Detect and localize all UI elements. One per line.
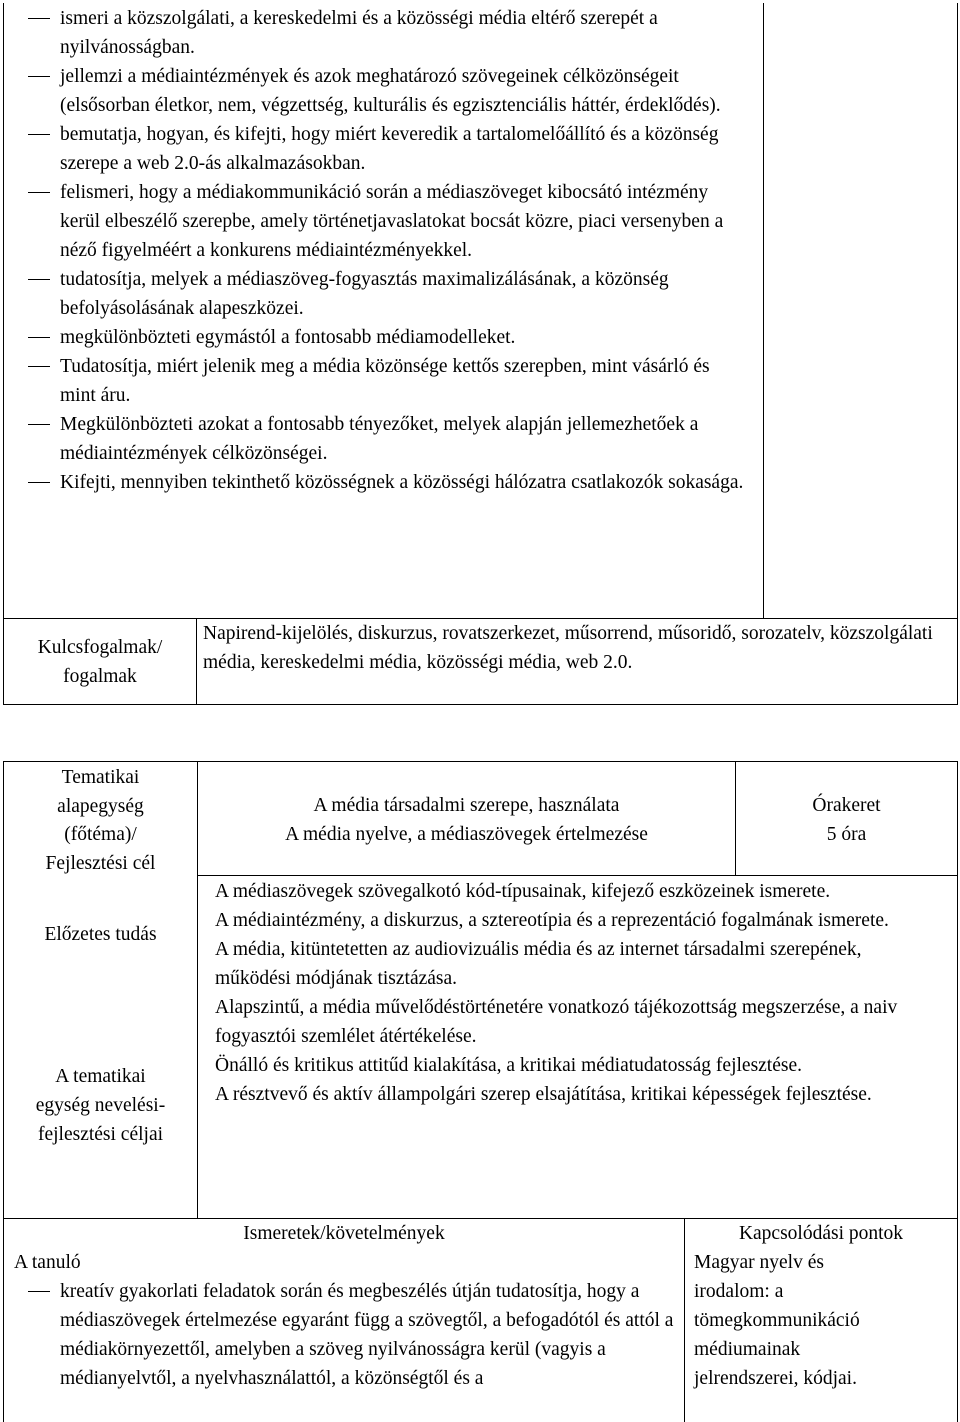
title-line: A média társadalmi szerepe, használata (313, 795, 620, 816)
tematikai-label (4, 764, 197, 878)
orakeret-label: Órakeret (812, 795, 881, 816)
kulcsfogalmak-label-line: Kulcsfogalmak/ (37, 637, 163, 658)
orakeret-value: 5 óra (826, 824, 867, 845)
celjai-label-line: egység nevelési- (35, 1095, 166, 1116)
list-item: jellemzi a médiaintézmények és azok meghatározó szövegeinek célközönségeit (elsősorban életkor, nem, végzettség, kulturális és egzisztenciális háttér, érdeklődés). (12, 62, 747, 120)
elozetes-celjai-cell (215, 877, 915, 1109)
elozetes-tudas-label: Előzetes tudás (44, 924, 157, 945)
objectives-list (12, 4, 747, 497)
list-item: ismeri a közszolgálati, a kereskedelmi és a közösségi média eltérő szerepét a nyilvánosságban. (12, 4, 747, 62)
celjai-item: Alapszintű, a média művelődéstörténetére vonatkozó tájékozottság megszerzése, a naiv fogyasztói szemlélet átértékelése. (215, 997, 898, 1047)
list-item: megkülönbözteti egymástól a fontosabb médiamodelleket. (12, 323, 747, 352)
celjai-label-line: A tematikai (55, 1066, 146, 1087)
kapcsolodasi-text: Magyar nyelv és irodalom: a tömegkommunikáció médiumainak jelrendszerei, kódjai. (694, 1252, 860, 1389)
tanulo-list (12, 1277, 674, 1393)
list-item: felismeri, hogy a médiakommunikáció során a médiaszöveget kibocsátó intézmény kerül elbeszélő szerepbe, amely történetjavaslatokat bocsát közre, piaci versenyben a néző figyelméért a konkurens médiaintézményekkel. (12, 178, 747, 265)
elozetes-item: A médiaintézmény, a diskurzus, a sztereotípia és a reprezentáció fogalmának ismerete. (215, 910, 889, 931)
kulcsfogalmak-label (4, 633, 196, 691)
tanulo-cell (14, 1248, 674, 1393)
elozetes-item: A médiaszövegek szövegalkotó kód-típusainak, kifejező eszközeinek ismerete. (215, 881, 831, 902)
list-item: bemutatja, hogyan, és kifejti, hogy miért keveredik a tartalomelőállító és a közönség szerepe a web 2.0-ás alkalmazásokban. (12, 120, 747, 178)
celjai-item: A média, kitüntetetten az audiovizuális média és az internet társadalmi szerepének, működési módjának tisztázása. (215, 939, 862, 989)
tematikai-label-line: Fejlesztési cél (45, 852, 156, 874)
list-item: kreatív gyakorlati feladatok során és megbeszélés útján tudatosítja, hogy a médiaszövegek értelmezése egyaránt függ a szövegtől, a befogadótól és attól a médiakörnyezettől, amelyben a szöveg nyilvánosságra kerül (vagyis a médianyelvtől, a nyelvhasználattól, a közönségtől és a (12, 1277, 674, 1393)
tanulo-label: A tanuló (14, 1252, 81, 1273)
title-line: A média nyelve, a médiaszövegek értelmezése (285, 824, 648, 845)
orakeret (736, 791, 957, 849)
kulcsfogalmak-text: Napirend-kijelölés, diskurzus, rovatszerkezet, műsorrend, műsoridő, sorozatelv, közszolgálati média, kereskedelmi média, közösségi média, web 2.0. (203, 623, 933, 673)
objectives-list-cell (12, 4, 747, 497)
ismeretek-header: Ismeretek/követelmények (243, 1223, 445, 1244)
list-item: tudatosítja, melyek a médiaszöveg-fogyasztás maximalizálásának, a közönség befolyásolásának alapeszközei. (12, 265, 747, 323)
kapcsolodasi-header: Kapcsolódási pontok (738, 1223, 904, 1244)
celjai-item: Önálló és kritikus attitűd kialakítása, a kritikai médiatudatosság fejlesztése. (215, 1055, 802, 1076)
list-item: Tudatosítja, miért jelenik meg a média közönsége kettős szerepben, mint vásárló és mint áru. (12, 352, 747, 410)
celjai-label (4, 1062, 197, 1149)
celjai-item: A résztvevő és aktív állampolgári szerep elsajátítása, kritikai képességek fejlesztése. (215, 1084, 872, 1105)
tematikai-label-line: (főtéma)/ (64, 824, 137, 845)
tematikai-label-line: alapegység (57, 795, 144, 817)
celjai-label-line: fejlesztési céljai (37, 1124, 164, 1145)
list-item: Megkülönbözteti azokat a fontosabb tényezőket, melyek alapján jellemezhetőek a médiaintézmények célközönségei. (12, 410, 747, 468)
page-title (198, 791, 735, 849)
list-item: Kifejti, mennyiben tekinthető közösségnek a közösségi hálózatra csatlakozók sokasága. (12, 468, 747, 497)
kulcsfogalmak-label-line: fogalmak (63, 666, 137, 687)
tematikai-label-line: Tematikai (61, 767, 140, 788)
